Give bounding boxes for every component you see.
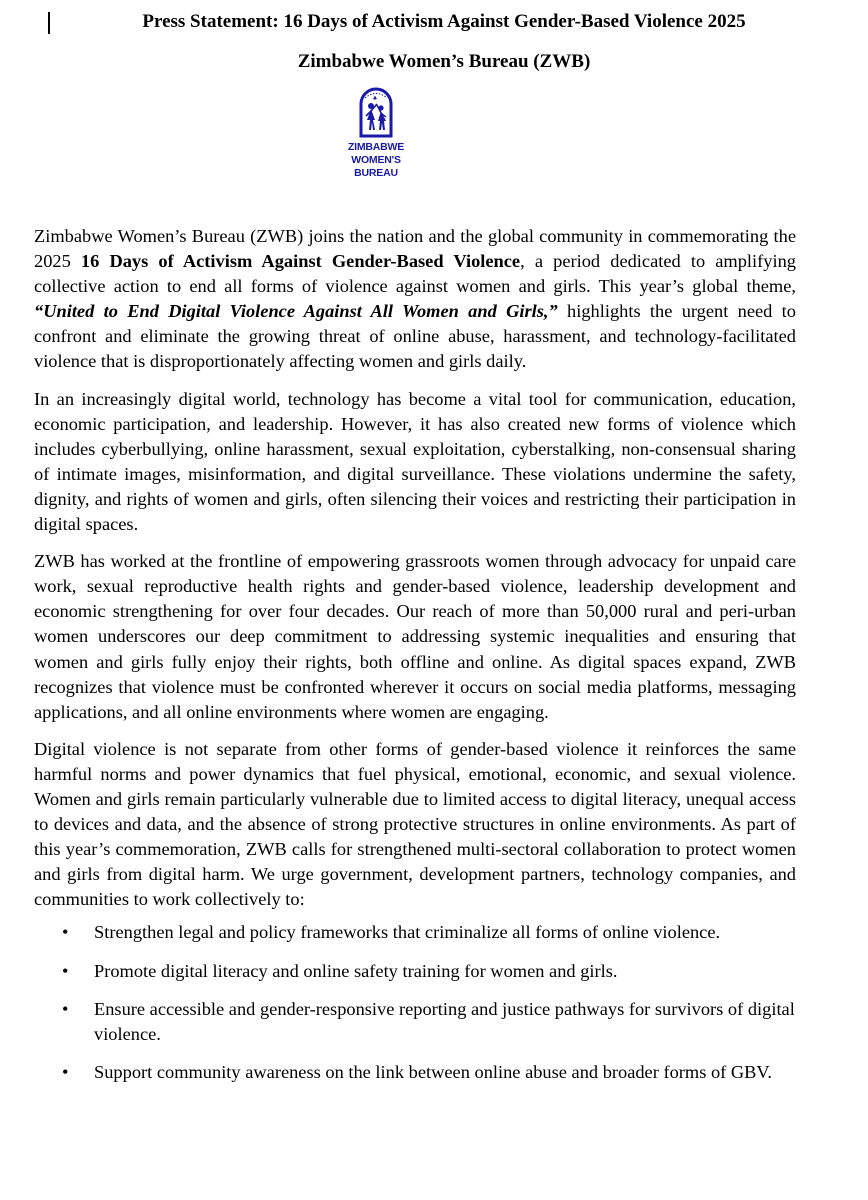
bullet-icon: • (62, 922, 69, 943)
logo-text-line1: ZIMBABWE (347, 141, 405, 153)
action-text: Support community awareness on the link between online abuse and broader forms of GBV. (94, 1061, 772, 1082)
intro-text-3: highlights the urgent need to confront and eliminate the growing threat of online abuse, harassment, and technology-facilitated violence that is disproportionately affecting women and girls daily. (34, 301, 796, 372)
paragraph-digital-world: In an increasingly digital world, technology has become a vital tool for communication, education, economic participation, and leadership. However, it has also created new forms of violence which includes cyberbullying, online harassment, sexual exploitation, cyberstalking, non-consensual sharing of intimate images, misinformation, and digital surveillance. These violations undermine the safety, dignity, and rights of women and girls, often silencing their voices and restricting their participation in digital spaces. (34, 388, 796, 535)
bullet-icon: • (62, 1061, 69, 1082)
intro-text-2: , a period dedicated to amplifying collective action to end all forms of violence against women and girls. This year’s global theme, (34, 251, 796, 297)
action-list (34, 920, 796, 1084)
zwb-emblem-icon (358, 86, 394, 138)
action-text: Promote digital literacy and online safety training for women and girls. (94, 960, 618, 981)
document-title: Press Statement: 16 Days of Activism Against Gender-Based Violence 2025 (142, 11, 746, 32)
intro-text-1: Zimbabwe Women’s Bureau (ZWB) joins the nation and the global community in commemorating the 2025 (34, 226, 796, 272)
list-item (34, 959, 796, 984)
paragraph-intro (34, 224, 796, 375)
paragraph-zwb-work: ZWB has worked at the frontline of empowering grassroots women through advocacy for unpaid care work, sexual reproductive health rights and gender-based violence, leadership development and economic strengthening for over four decades. Our reach of more than 50,000 rural and peri-urban women underscores our deep commitment to addressing systemic inequalities and ensuring that women and girls fully enjoy their rights, both offline and online. As digital spaces expand, ZWB recognizes that violence must be confronted wherever it occurs on social media platforms, messaging applications, and all online environments where women are engaging. (34, 551, 796, 722)
campaign-name: 16 Days of Activism Against Gender-Based Violence (80, 251, 521, 272)
list-item (34, 1060, 796, 1085)
bullet-icon: • (62, 960, 69, 981)
action-text: Strengthen legal and policy frameworks that criminalize all forms of online violence. (94, 922, 721, 943)
paragraph-digital-violence: Digital violence is not separate from other forms of gender-based violence it reinforces the same harmful norms and power dynamics that fuel physical, emotional, economic, and sexual violence. Women and girls remain particularly vulnerable due to limited access to digital literacy, unequal access to devices and data, and the absence of strong protective structures in online environments. As part of this year’s commemoration, ZWB calls for strengthened multi-sectoral collaboration to protect women and girls from digital harm. We urge government, development partners, technology companies, and communities to work collectively to: (34, 738, 796, 910)
list-item (34, 920, 796, 945)
bullet-icon: • (62, 998, 69, 1019)
zwb-logo (329, 86, 423, 179)
global-theme: “United to End Digital Violence Against All Women and Girls,” (34, 301, 558, 322)
logo-text-line2: WOMEN'S BUREAU (351, 154, 401, 179)
list-item (34, 997, 796, 1047)
document-subtitle: Zimbabwe Women’s Bureau (ZWB) (297, 51, 591, 72)
action-text: Ensure accessible and gender-responsive reporting and justice pathways for survivors of digital violence. (94, 998, 795, 1044)
statement-body (34, 224, 796, 1098)
